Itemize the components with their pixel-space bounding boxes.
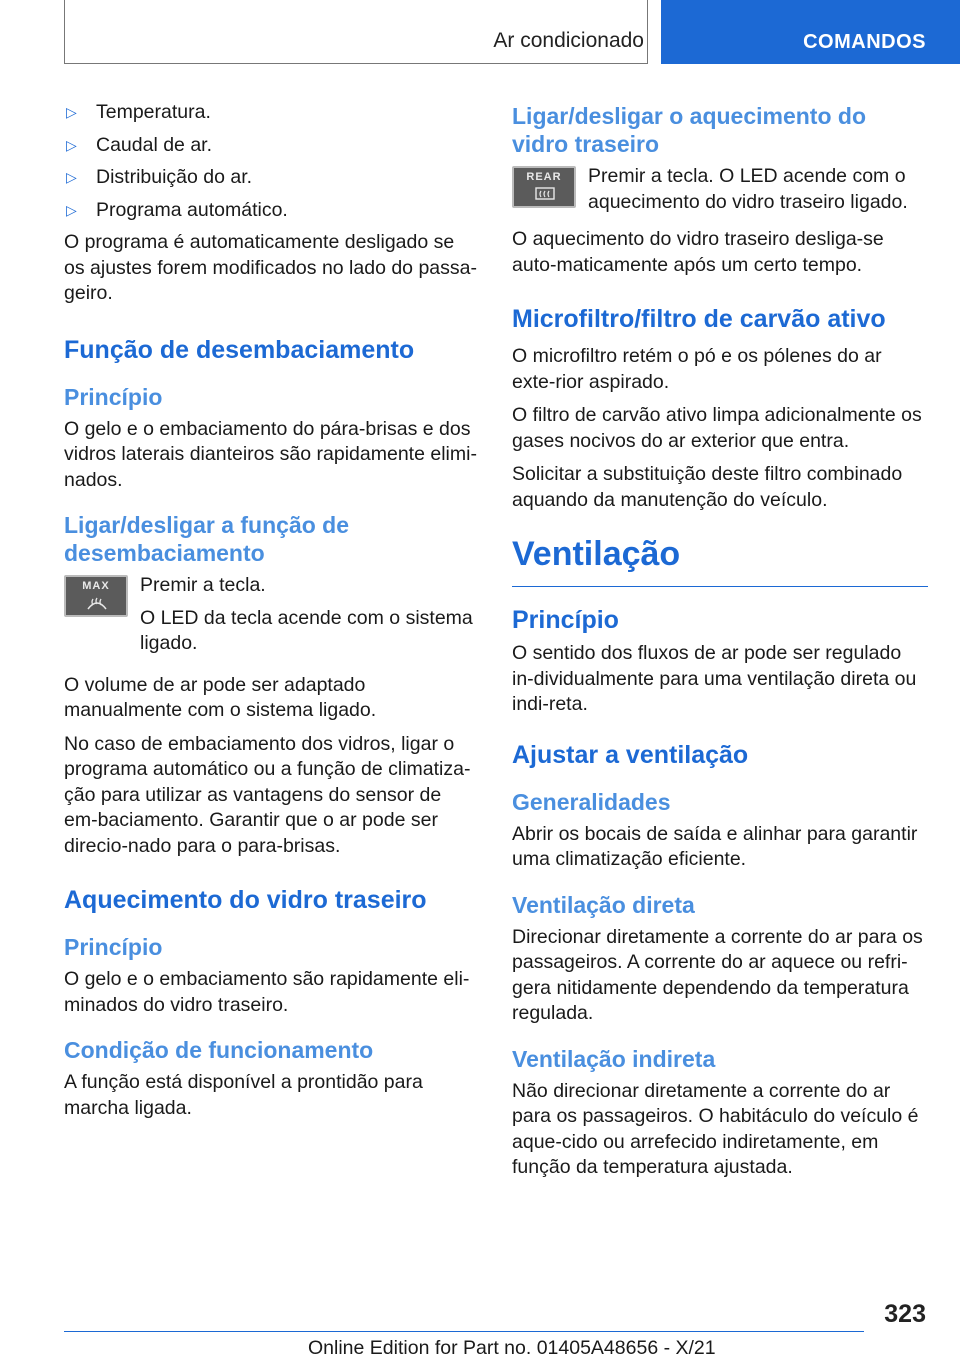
heading-condition: Condição de funcionamento — [64, 1037, 374, 1063]
paragraph: Abrir os bocais de saída e alinhar para garantir uma climatização eficiente. — [512, 822, 918, 870]
defrost-icon — [86, 595, 108, 611]
heading-principle: Princípio — [64, 934, 163, 960]
header-chapter-tab[interactable] — [661, 0, 960, 64]
right-column — [512, 100, 928, 1189]
heading-defog: Função de desembaciamento — [64, 335, 415, 364]
heading-toggle-defog: Ligar/desligar a função de desembaciamento — [64, 512, 350, 566]
list-item-text: Programa automático. — [96, 198, 288, 221]
paragraph: O sentido dos fluxos de ar pode ser regulado in-dividualmente para uma ventilação direta ou indi-reta. — [512, 642, 917, 715]
rear-button-row — [512, 164, 928, 223]
rear-defrost-button-icon: REAR — [512, 166, 576, 208]
triangle-bullet-icon: ▷ — [66, 104, 77, 120]
heading-toggle-rear: Ligar/desligar o aquecimento do vidro traseiro — [512, 103, 867, 157]
heading-general: Generalidades — [512, 788, 671, 815]
heading-principle: Princípio — [64, 383, 163, 410]
list-item-text: Temperatura. — [96, 101, 211, 123]
heading-principle: Princípio — [512, 606, 619, 634]
triangle-bullet-icon: ▷ — [66, 201, 77, 218]
paragraph: Não direcionar diretamente a corrente do ar para os passageiros. O habitáculo do veículo é aque-cido ou arrefecido indiretamente, em função da temperatura ajustada. — [512, 1079, 919, 1178]
heading-adjust-ventilation: Ajustar a ventilação — [512, 740, 749, 769]
paragraph: O volume de ar pode ser adaptado manualmente com o sistema ligado. — [64, 673, 377, 721]
list-item — [64, 198, 480, 224]
left-column — [64, 100, 480, 1129]
header-section-title: Ar condicionado — [493, 29, 644, 52]
paragraph: Premir a tecla. O LED acende com o aquecimento do vidro traseiro ligado. — [588, 165, 908, 213]
heading-direct: Ventilação direta — [512, 891, 695, 918]
paragraph: O programa é automaticamente desligado se os ajustes forem modificados no lado do passa-geiro. — [64, 231, 477, 304]
triangle-bullet-icon: ▷ — [66, 136, 77, 153]
max-button-row — [64, 573, 480, 665]
heading-rear-heating: Aquecimento do vidro traseiro — [64, 886, 427, 914]
paragraph: O microfiltro retém o pó e os pólenes do ar exte-rior aspirado. — [512, 345, 882, 393]
list-item-text: Distribuição do ar. — [96, 166, 253, 188]
header-chapter-title: COMANDOS — [803, 31, 926, 53]
max-defrost-button-icon: MAX — [64, 575, 128, 617]
page-number: 323 — [884, 1300, 926, 1328]
header-section-box — [64, 0, 648, 64]
footer-divider — [64, 1331, 864, 1332]
rear-window-heat-icon — [534, 186, 556, 202]
list-item — [64, 133, 480, 159]
paragraph: O filtro de carvão ativo limpa adicionalmente os gases nocivos do ar exterior que entra. — [512, 404, 922, 452]
paragraph: No caso de embaciamento dos vidros, ligar o programa automático ou a função de climatiza-ção para utilizar as vantagens do sensor de em-baciamento. Garantir que o ar pode ser direcio-nado para o para-brisas. — [64, 732, 471, 857]
paragraph: O gelo e o embaciamento do pára-brisas e dos vidros laterais dianteiros são rapidamente elimi-nados. — [64, 417, 477, 491]
heading-ventilation: Ventilação — [512, 535, 928, 587]
heading-filter: Microfiltro/filtro de carvão ativo — [512, 305, 886, 333]
paragraph: O aquecimento do vidro traseiro desliga-se auto-maticamente após um certo tempo. — [512, 228, 884, 276]
paragraph: Direcionar diretamente a corrente do ar para os passageiros. A corrente do ar aquece ou refri-gera nitidamente dependendo da temperatura regulada. — [512, 925, 923, 1024]
triangle-bullet-icon: ▷ — [66, 169, 77, 185]
heading-indirect: Ventilação indireta — [512, 1045, 716, 1072]
paragraph: O LED da tecla acende com o sistema ligado. — [140, 606, 473, 654]
list-item — [64, 165, 480, 191]
paragraph: A função está disponível a prontidão para marcha ligada. — [64, 1071, 423, 1119]
list-item-text: Caudal de ar. — [96, 133, 213, 156]
paragraph: Solicitar a substituição deste filtro combinado aquando da manutenção do veículo. — [512, 463, 903, 511]
paragraph: O gelo e o embaciamento são rapidamente eli-minados do vidro traseiro. — [64, 968, 470, 1016]
footer-edition: Online Edition for Part no. 01405A48656 - X/21 — [308, 1337, 716, 1359]
list-item — [64, 100, 480, 126]
paragraph: Premir a tecla. — [140, 574, 266, 596]
